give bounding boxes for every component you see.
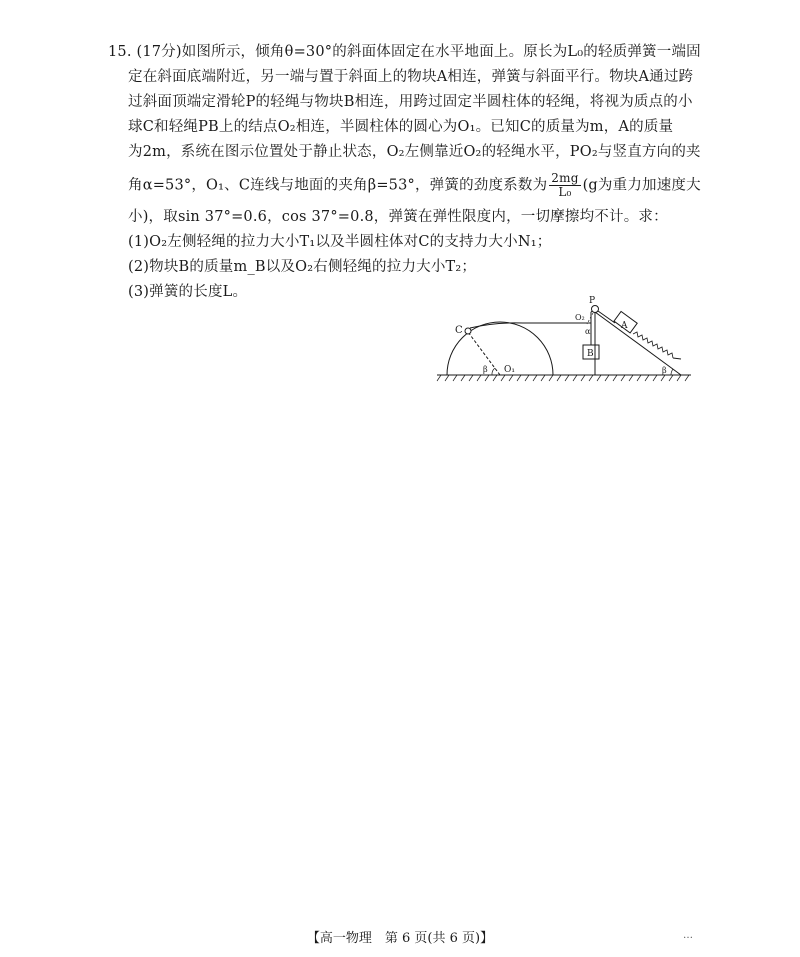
physics-diagram	[435, 296, 695, 384]
beta-arc-left	[492, 368, 495, 375]
rope-P-A	[598, 311, 615, 323]
fraction-denominator: L₀	[558, 185, 572, 199]
fraction-numerator: 2mg	[551, 171, 579, 185]
label-O1: O₁	[504, 365, 515, 375]
corner-mark: …	[683, 930, 693, 941]
pulley-P	[592, 306, 599, 313]
problem-line-7: 小)，取sin 37°=0.6，cos 37°=0.8，弹簧在弹性限度内，一切摩擦均不计。求：	[128, 209, 668, 225]
problem-line-3: 过斜面顶端定滑轮P的轻绳与物块B相连，用跨过固定半圆柱体的轻绳，将视为质点的小	[128, 94, 693, 110]
problem-line-6	[128, 172, 701, 199]
label-B: B	[587, 349, 594, 359]
problem-line-6-end: (g为重力加速度大	[582, 177, 701, 194]
label-P: P	[589, 296, 596, 306]
problem-line-4: 球C和轻绳PB上的结点O₂相连，半圆柱体的圆心为O₁。已知C的质量为m，A的质量	[128, 119, 674, 135]
stiffness-fraction	[549, 172, 580, 199]
label-alpha: α	[585, 327, 591, 336]
problem-line-1: 15. (17分)如图所示，倾角θ=30°的斜面体固定在水平地面上。原长为L₀的轻质弹簧一端固	[108, 44, 701, 60]
label-A: A	[621, 321, 628, 331]
problem-line-2: 定在斜面底端附近，另一端与置于斜面上的物块A相连，弹簧与斜面平行。物块A通过跨	[128, 69, 694, 85]
spring-anchor	[673, 358, 681, 359]
incline-surface	[595, 312, 681, 375]
label-C: C	[455, 325, 463, 336]
page-footer: 【高一物理 第 6 页(共 6 页)】	[306, 931, 494, 946]
question-3: (3)弹簧的长度L。	[128, 284, 248, 300]
problem-line-6-start: 角α=53°，O₁、C连线与地面的夹角β=53°，弹簧的劲度系数为	[128, 177, 548, 194]
label-beta-right: β	[662, 366, 667, 375]
half-cylinder	[447, 322, 553, 375]
beta-arc-right	[671, 369, 673, 375]
problem-line-5: 为2m，系统在图示位置处于静止状态，O₂左侧靠近O₂的轻绳水平，PO₂与竖直方向的夹	[128, 144, 701, 160]
ground-hatching	[437, 375, 689, 381]
question-2: (2)物块B的质量m_B以及O₂右侧轻绳的拉力大小T₂；	[128, 259, 477, 275]
question-1: (1)O₂左侧轻绳的拉力大小T₁以及半圆柱体对C的支持力大小N₁；	[128, 234, 552, 250]
label-O2: O₂	[575, 313, 585, 322]
alpha-dashed-ref	[587, 313, 593, 324]
ball-C	[465, 328, 471, 334]
label-beta-left: β	[483, 365, 488, 374]
